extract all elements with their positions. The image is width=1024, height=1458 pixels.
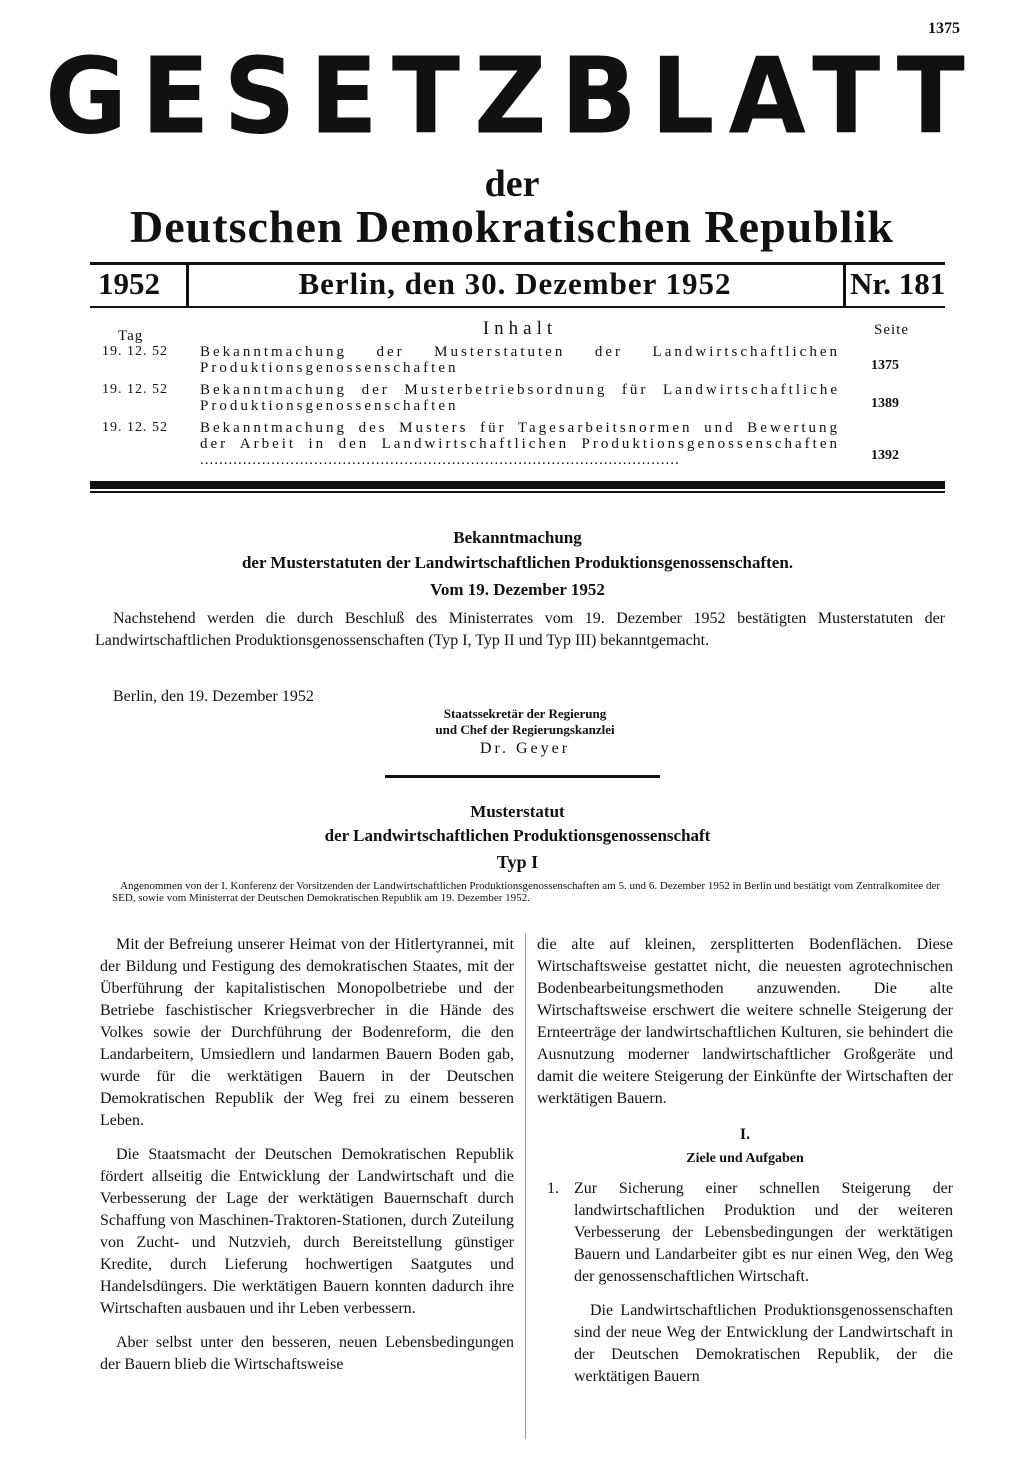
left-paragraph-1: Mit der Befreiung unserer Heimat von der Hitlertyrannei, mit der Bildung und Festigung des demokratischen Staates, mit der Überführung der kapitalistischen Monopolbetriebe und der Betriebe faschistischer Kriegsverbrecher in die Hände des Volkes sowie der Durchführung der Bodenreform, die den Landarbeitern, Umsiedlern und landarmen Bauern Boden gab, wurde für die werktätigen Bauern in der Deutschen Demokratischen Republik der Weg frei zu einem besseren Leben. — [100, 936, 514, 1129]
statute-title: Musterstatut — [470, 802, 565, 821]
toc-title: Inhalt — [482, 318, 558, 339]
masthead-der: der — [484, 163, 540, 205]
announcement-title: Bekanntmachung — [453, 528, 582, 547]
toc-separator-thick — [90, 481, 945, 489]
item-paragraph-1: Zur Sicherung einer schnellen Steigerung der landwirtschaftlichen Produktion und der weiteren Verbesserung der Lebensbedingungen der werktätigen Bauern und Landarbeiter gibt es nur einen Weg, den Weg der genossenschaftlichen Wirtschaft. — [574, 1180, 953, 1285]
signer-name: Dr. Geyer — [479, 740, 571, 757]
item-number: 1. — [547, 1180, 559, 1197]
masthead-republic: Deutschen Demokratischen Republik — [130, 201, 894, 252]
issue-bar-bottom-rule — [90, 306, 945, 308]
statute-adoption-note: Angenommen von der I. Konferenz der Vorsitzenden der Landwirtschaftlichen Produktionsgenossenschaften am 5. und 6. Dezember 1952 in Berlin und bestätigt vom Zentralkomitee der SED, sowie vom Ministerrat der Deutschen Demokratischen Republik am 19. Dezember 1952. — [112, 880, 940, 904]
toc-entry-page: 1375 — [871, 358, 899, 373]
issue-bar-divider-left — [186, 262, 189, 308]
section-title: Ziele und Aufgaben — [686, 1151, 804, 1166]
statute-type: Typ I — [496, 852, 539, 872]
issue-year: 1952 — [98, 266, 160, 301]
toc-entry-text: Bekanntmachung der Musterbetriebsordnung für Landwirtschaftliche Produktionsgenossenschaften ..... — [200, 382, 840, 416]
toc-page-header: Seite — [874, 322, 909, 338]
page-number: 1375 — [928, 20, 960, 37]
column-divider — [525, 934, 526, 1439]
announcement-date-line: Vom 19. Dezember 1952 — [430, 580, 605, 599]
toc-entry-date: 19. 12. 52 — [102, 420, 168, 435]
toc-entry-text: Bekanntmachung der Musterstatuten der Landwirtschaftlichen Produktionsgenossenschaften ..... — [200, 344, 840, 378]
toc-entry-text: Bekanntmachung des Musters für Tagesarbeitsnormen und Bewertung der Arbeit in den Landwirtschaftlichen Produktionsgenossenschaften ..... — [200, 420, 840, 470]
left-paragraph-2: Die Staatsmacht der Deutschen Demokratischen Republik fördert allseitig die Entwicklung der Landwirtschaft und die Verbesserung der Lage der werktätigen Bauernschaft durch Schaffung von Maschinen-Traktoren-Stationen, durch Zuteilung von Zucht- und Nutzvieh, durch Bereitstellung günstiger Kredite, durch Lieferung hochwertigen Saatgutes und Handelsdüngers. Die werktätigen Bauern konnten dadurch ihre Wirtschaften ausbauen und ihr Leben verbessern. — [100, 1146, 514, 1317]
right-column — [537, 934, 953, 1400]
issue-bar-divider-right — [843, 262, 846, 308]
signer-role-1: Staatssekretär der Regierung — [443, 706, 607, 721]
left-column — [100, 934, 514, 1388]
toc-day-header: Tag — [118, 328, 144, 344]
toc-separator-thin — [90, 491, 945, 493]
issue-place-date: Berlin, den 30. Dezember 1952 — [298, 266, 732, 301]
right-paragraph-1: die alte auf kleinen, zersplitterten Bodenflächen. Diese Wirtschaftsweise gestattet nicht, die neuesten agrotechnischen Bodenbearbeitungsmethoden anzuwenden. Die alte Wirtschaftsweise erschwert die weitere schnelle Steigerung der Ernteerträge der landwirtschaftlichen Kulturen, sie behindert die Ausnutzung moderner landwirtschaftlicher Großgeräte und damit die weitere Steigerung der Einkünfte der Wirtschaften der werktätigen Bauern. — [537, 936, 953, 1107]
toc-entry-date: 19. 12. 52 — [102, 382, 168, 397]
numbered-item — [537, 1178, 953, 1388]
left-paragraph-3: Aber selbst unter den besseren, neuen Lebensbedingungen der Bauern blieb die Wirtschaftsweise — [100, 1334, 514, 1373]
section-divider — [385, 775, 660, 778]
announcement-subtitle: der Musterstatuten der Landwirtschaftlichen Produktionsgenossenschaften. — [241, 553, 794, 572]
masthead-title: GESETZBLATT — [45, 35, 979, 158]
statute-subtitle: der Landwirtschaftlichen Produktionsgenossenschaft — [324, 826, 711, 845]
toc-entry-date: 19. 12. 52 — [102, 344, 168, 359]
item-paragraph-2: Die Landwirtschaftlichen Produktionsgenossenschaften sind der neue Weg der Entwicklung der Landwirtschaft in der Deutschen Demokratischen Republik, der die werktätigen Bauern — [574, 1302, 953, 1385]
toc-entry-page: 1392 — [871, 448, 899, 463]
issue-bar-top-rule — [90, 262, 945, 265]
toc-entry-page: 1389 — [871, 396, 899, 411]
announcement-body: Nachstehend werden die durch Beschluß des Ministerrates vom 19. Dezember 1952 bestätigten Musterstatuten der Landwirtschaftlichen Produktionsgenossenschaften (Typ I, Typ II und Typ III) bekanntgemacht. — [95, 610, 945, 649]
signer-role-2: und Chef der Regierungskanzlei — [435, 722, 615, 737]
section-number: I. — [739, 1126, 751, 1143]
issue-number: Nr. 181 — [850, 266, 946, 301]
announcement-place-date: Berlin, den 19. Dezember 1952 — [113, 688, 314, 705]
